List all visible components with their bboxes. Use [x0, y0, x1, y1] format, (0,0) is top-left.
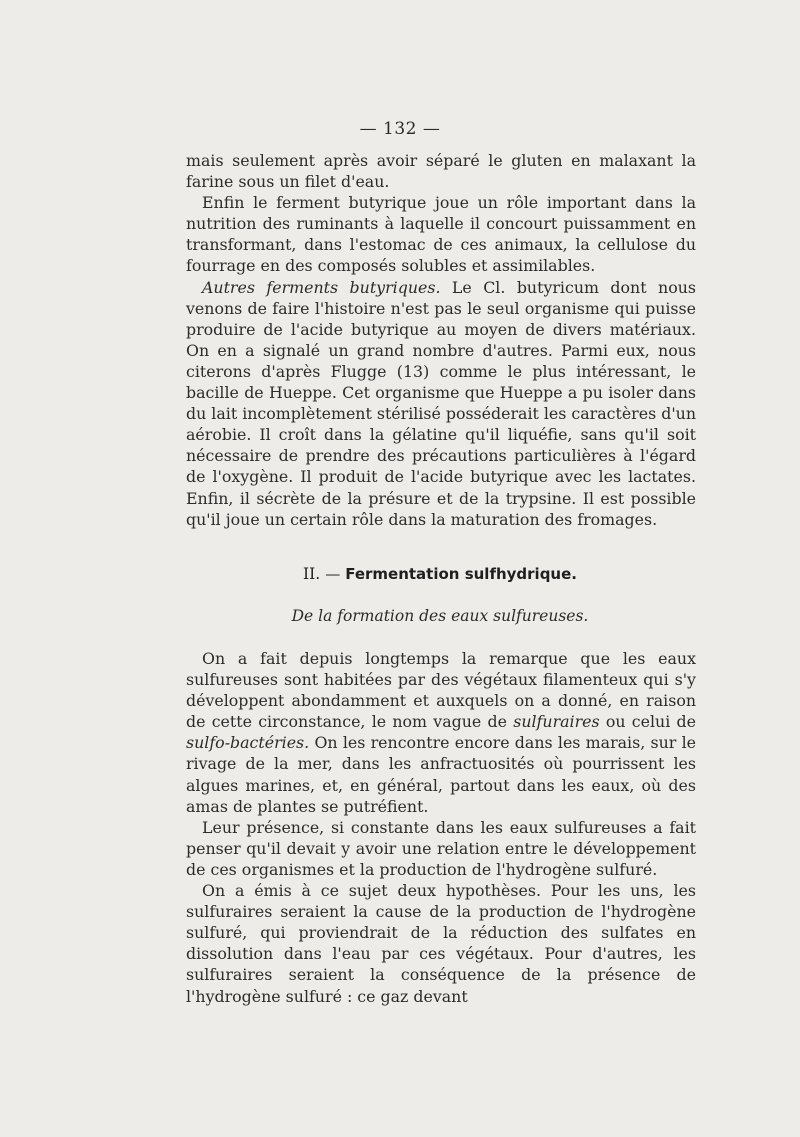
- paragraph-hypotheses: On a émis à ce sujet deux hypothèses. Pour les uns, les sulfuraires seraient la cause de la production de l'hydrogène sulfuré, qui proviendrait de la réduction des sulfates en dissolution dans l'eau par ces végétaux. Pour d'autres, les sulfuraires seraient la conséquence de la présence de l'hydrogène sulfuré : ce gaz devant: [186, 881, 696, 1006]
- paragraph-continuation: mais seulement après avoir séparé le gluten en malaxant la farine sous un filet d'eau.: [186, 151, 696, 192]
- term-sulfuraires: sulfuraires: [513, 712, 600, 732]
- section-title: Fermentation sulfhydrique.: [345, 565, 577, 583]
- section-dash: —: [325, 565, 341, 583]
- page-number: — 132 —: [359, 119, 441, 139]
- subsection-heading: De la formation des eaux sulfureuses.: [291, 607, 589, 625]
- term-sulfo-bacteries: sulfo-bactéries.: [186, 733, 310, 753]
- paragraph-text-b: ou celui de: [599, 712, 696, 732]
- paragraph-sulfuraires: [186, 648, 696, 817]
- paragraph-body: Le Cl. butyricum dont nous venons de faire l'histoire n'est pas le seul organisme qui puisse produire de l'acide butyrique au moyen de divers matériaux. On en a signalé un grand nombre d'autres. Parmi eux, nous citerons d'après Flugge (13) comme le plus intéressant, le bacille de Hueppe. Cet organisme que Hueppe a pu isoler dans du lait incomplètement stérilisé posséderait les caractères d'un aérobie. Il croît dans la gélatine qu'il liquéfie, sans qu'il soit nécessaire de prendre des précautions particulières à l'égard de l'oxygène. Il produit de l'acide butyrique avec les lactates. Enfin, il sécrète de la présure et de la trypsine. Il est possible qu'il joue un certain rôle dans la maturation des fromages.: [186, 277, 697, 529]
- section-heading: [0, 565, 800, 583]
- section-number: II.: [303, 565, 321, 583]
- paragraph-presence: Leur présence, si constante dans les eaux sulfureuses a fait penser qu'il devait y avoir une relation entre le développement de ces organismes et la production de l'hydrogène sulfuré.: [186, 817, 696, 879]
- paragraph-ruminants: Enfin le ferment butyrique joue un rôle important dans la nutrition des ruminants à laquelle il concourt puissamment en transformant, dans l'estomac de ces animaux, la cellulose du fourrage en des composés solubles et assimilables.: [186, 193, 696, 276]
- paragraph-autres-ferments: [186, 277, 696, 530]
- text-block-bottom: [186, 648, 696, 1007]
- paragraph-italic-lead: Autres ferments butyriques.: [202, 277, 441, 297]
- text-block-top: [186, 150, 696, 530]
- paragraph-text-a: On a fait depuis longtemps la remarque que les eaux sulfureuses sont habitées par des végétaux filamenteux qui s'y développent abondamment et auxquels on a donné, en raison de cette circonstance, le nom vague de: [186, 649, 696, 732]
- paragraph-text-c: On les rencontre encore dans les marais, sur le rivage de la mer, dans les anfractuosités où pourrissent les algues marines, et, en général, partout dans les eaux, où des amas de plantes se putréfient.: [186, 733, 696, 816]
